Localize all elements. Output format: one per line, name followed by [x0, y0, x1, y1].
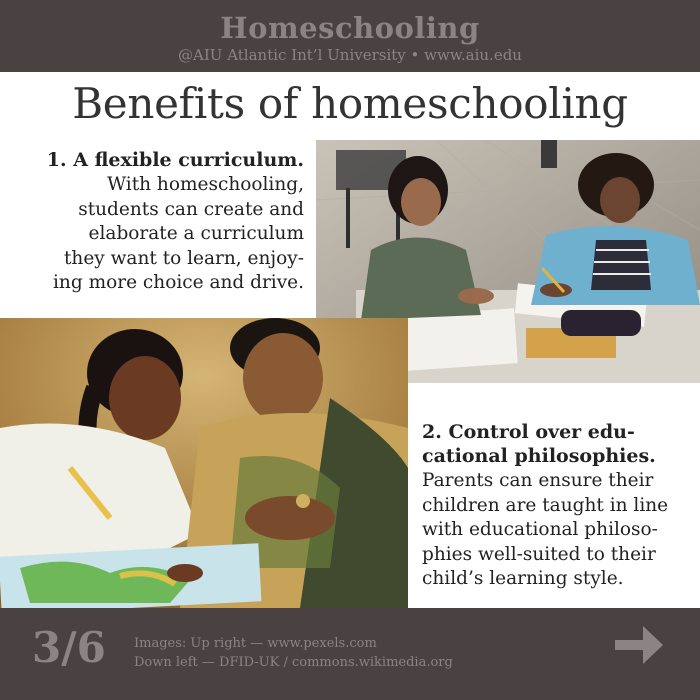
header-bar	[0, 0, 700, 72]
text-line: child’s learning style.	[422, 568, 624, 589]
section-body	[20, 173, 304, 296]
page-title: Benefits of homeschooling	[72, 79, 628, 128]
text-line: with educational philoso-	[422, 519, 658, 540]
text-line: ing more choice and drive.	[53, 272, 304, 293]
brand-subtitle: @AIU Atlantic Int’l University • www.aiu.edu	[178, 46, 522, 64]
text-line: children are taught in line	[422, 494, 669, 516]
brand-title: Homeschooling	[220, 11, 480, 45]
text-line: elaborate a curriculum	[88, 223, 304, 244]
text-line: Parents can ensure their	[422, 470, 654, 491]
text-line: students can create and	[78, 198, 304, 220]
credit-line: Images: Up right — www.pexels.com	[134, 636, 377, 651]
page-counter: 3/6	[32, 623, 106, 672]
next-slide-button[interactable]	[613, 622, 665, 668]
section-flexible-curriculum	[20, 148, 304, 296]
section-body	[422, 469, 687, 592]
section-heading	[422, 420, 687, 468]
text-line: they want to learn, enjoy-	[63, 247, 304, 269]
text-line: phies well-suited to their	[422, 543, 656, 565]
section-educational-philosophies	[422, 420, 687, 592]
text-line: With homeschooling,	[107, 174, 304, 195]
image-credits	[134, 634, 453, 672]
photo-mother-daughter-map	[0, 318, 408, 608]
section-heading: 1. A flexible curriculum.	[46, 149, 304, 171]
arrow-right-icon	[613, 622, 665, 668]
heading-line: 2. Control over edu-	[422, 421, 635, 443]
heading-line: cational philosophies.	[422, 445, 656, 467]
credit-line: Down left — DFID-UK / commons.wikimedia.org	[134, 655, 453, 670]
photo-mother-daughter-illustration	[0, 318, 408, 608]
